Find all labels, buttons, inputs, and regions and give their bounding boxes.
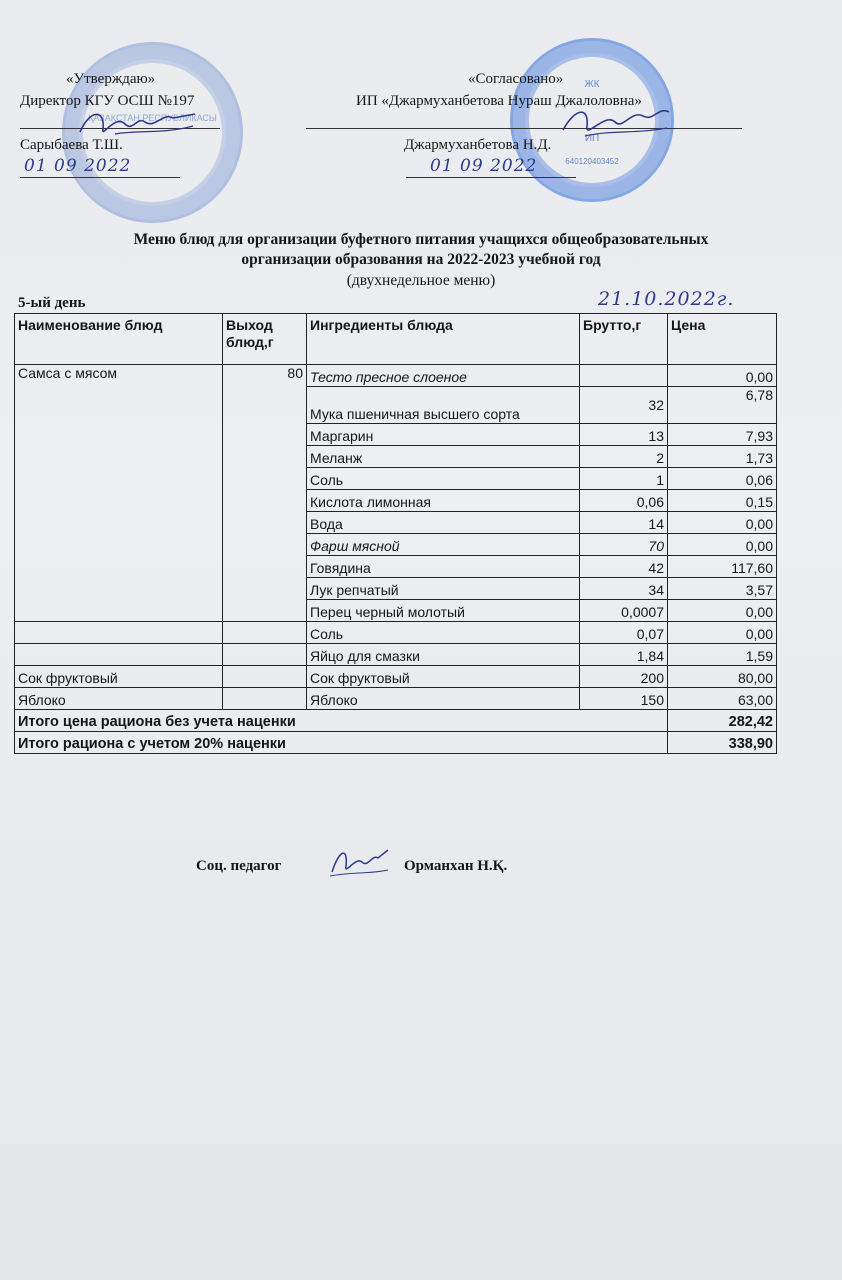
total-value: 282,42 [668,710,777,732]
yield-cell: 80 [223,365,307,622]
table-row [15,365,777,387]
total-row-with-markup [15,732,777,754]
column-header-dish: Наименование блюд [15,314,223,365]
dish-cell: Яблоко [15,688,223,710]
approve-date: 01 09 2022 [24,156,132,176]
price-cell: 6,78 [668,387,777,424]
approve-position: Директор КГУ ОСШ №197 [20,93,195,109]
yield-cell [223,622,307,644]
agree-signature [555,100,675,145]
price-cell: 63,00 [668,688,777,710]
column-header-ingredients: Ингредиенты блюда [307,314,580,365]
total-label: Итого цена рациона без учета наценки [15,710,668,732]
footer-name: Орманхан Н.Қ. [404,858,508,874]
price-cell: 0,00 [668,365,777,387]
ingredient-cell: Соль [307,468,580,490]
total-value: 338,90 [668,732,777,754]
approve-name: Сарыбаева Т.Ш. [20,137,123,153]
price-cell: 0,00 [668,622,777,644]
agree-date: 01 09 2022 [430,156,538,176]
total-row-without-markup [15,710,777,732]
brutto-cell: 42 [580,556,668,578]
handwritten-date: 21.10.2022г. [598,288,735,310]
agree-name: Джармуханбетова Н.Д. [404,137,552,153]
footer-signature [326,842,392,882]
table-row [15,688,777,710]
ingredient-cell: Маргарин [307,424,580,446]
ingredient-cell: Лук репчатый [307,578,580,600]
ingredient-cell: Перец черный молотый [307,600,580,622]
brutto-cell: 200 [580,666,668,688]
price-cell: 0,00 [668,600,777,622]
agree-date-line [406,177,576,178]
agree-signature-line [306,128,742,129]
ingredient-cell: Тесто пресное слоеное [307,365,580,387]
agree-heading: «Согласовано» [468,71,564,87]
ingredient-cell: Кислота лимонная [307,490,580,512]
column-header-brutto: Брутто,г [580,314,668,365]
brutto-cell: 32 [580,387,668,424]
yield-cell [223,666,307,688]
left-stamp-text: ҚАЗАҚСТАН РЕСПУБЛИКАСЫ [88,113,217,123]
price-cell: 3,57 [668,578,777,600]
brutto-cell: 14 [580,512,668,534]
brutto-cell: 13 [580,424,668,446]
dish-cell: Сок фруктовый [15,666,223,688]
brutto-cell: 2 [580,446,668,468]
table-row [15,666,777,688]
price-cell: 0,06 [668,468,777,490]
ingredient-cell: Вода [307,512,580,534]
ingredient-cell: Мука пшеничная высшего сорта [307,387,580,424]
price-cell: 117,60 [668,556,777,578]
brutto-cell: 34 [580,578,668,600]
yield-cell [223,688,307,710]
approve-heading: «Утверждаю» [66,71,156,87]
brutto-cell: 1,84 [580,644,668,666]
day-label: 5-ый день [18,295,86,311]
right-stamp-number: 640120403452 [565,157,619,166]
ingredient-cell: Яблоко [307,688,580,710]
ingredient-cell: Говядина [307,556,580,578]
ingredient-cell: Яйцо для смазки [307,644,580,666]
dish-cell: Самса с мясом [15,365,223,622]
title-line-3: (двухнедельное меню) [346,272,496,289]
menu-table [14,313,777,754]
table-header-row [15,314,777,365]
dish-cell [15,644,223,666]
brutto-cell: 0,0007 [580,600,668,622]
approve-date-line [20,177,180,178]
ingredient-cell: Сок фруктовый [307,666,580,688]
total-label: Итого рациона с учетом 20% наценки [15,732,668,754]
ingredient-cell: Меланж [307,446,580,468]
brutto-cell: 0,06 [580,490,668,512]
right-stamp-id: ИП [584,133,600,144]
column-header-price: Цена [668,314,777,365]
column-header-yield: Выход блюд,г [223,314,307,365]
brutto-cell [580,365,668,387]
price-cell: 80,00 [668,666,777,688]
title-line-1: Меню блюд для организации буфетного питания учащихся общеобразовательных [133,231,709,248]
ingredient-cell: Фарш мясной [307,534,580,556]
price-cell: 1,73 [668,446,777,468]
yield-cell [223,644,307,666]
price-cell: 7,93 [668,424,777,446]
dish-cell [15,622,223,644]
price-cell: 0,15 [668,490,777,512]
title-line-2: организации образования на 2022-2023 учебной год [241,251,601,268]
price-cell: 0,00 [668,512,777,534]
ingredient-cell: Соль [307,622,580,644]
brutto-cell: 150 [580,688,668,710]
right-stamp-label: ЖК [584,79,600,90]
agree-position: ИП «Джармуханбетова Нураш Джалоловна» [356,93,642,109]
table-row [15,644,777,666]
brutto-cell: 70 [580,534,668,556]
table-row [15,622,777,644]
brutto-cell: 1 [580,468,668,490]
brutto-cell: 0,07 [580,622,668,644]
price-cell: 1,59 [668,644,777,666]
footer-role: Соц. педагог [196,858,282,874]
price-cell: 0,00 [668,534,777,556]
